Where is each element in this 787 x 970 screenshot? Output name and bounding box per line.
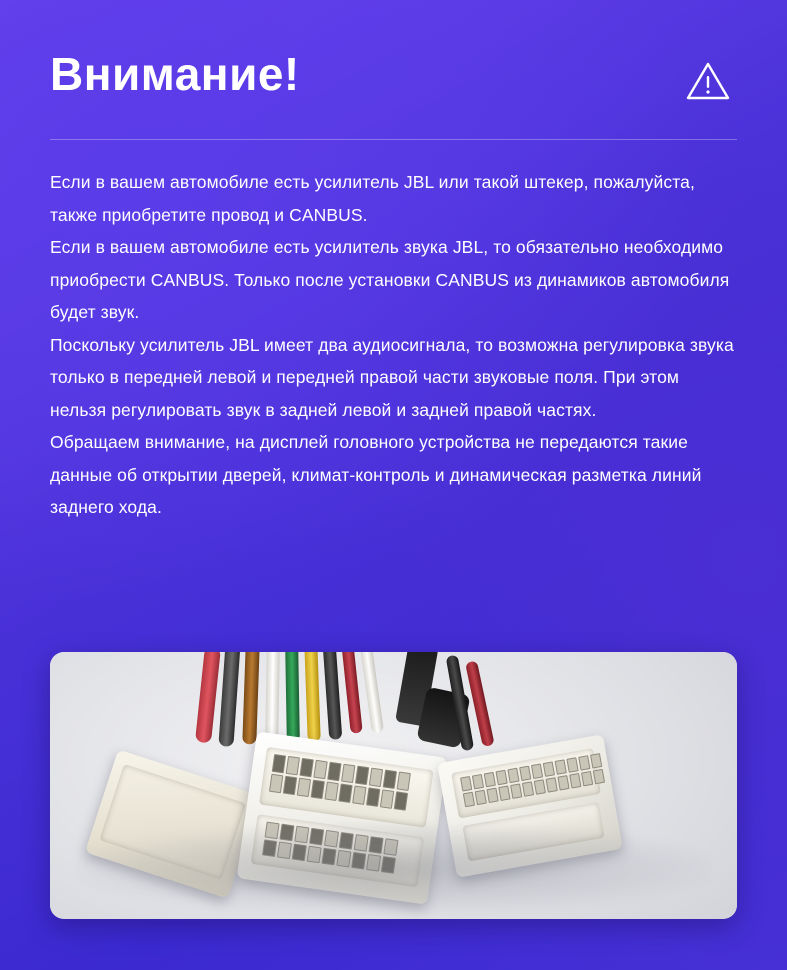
paragraph-2: Если в вашем автомобиле есть усилитель звука JBL, то обязательно необходимо приобрести CANBUS. Только после установки CANBUS из динамиков автомобиля будет звук. [50,237,730,323]
photo-shadow [77,823,709,914]
body-text [50,166,737,524]
warning-triangle-icon [685,60,731,107]
paragraph-1: Если в вашем автомобиле есть усилитель JBL или такой штекер, пожалуйста, также приобретите провод и CANBUS. [50,172,695,225]
divider [50,139,737,140]
page-title: Внимание! [50,48,300,100]
paragraph-4: Обращаем внимание, на дисплей головного устройства не передаются такие данные об открытии дверей, климат-контроль и динамическая разметка линий заднего хода. [50,432,702,518]
paragraph-3: Поскольку усилитель JBL имеет два аудиосигнала, то возможна регулировка звука только в передней левой и передней правой части звуковые поля. При этом нельзя регулировать звук в задней левой и задней правой частях. [50,334,734,420]
photo-image [50,652,737,919]
jbl-connector-photo [50,652,737,919]
header [50,44,737,107]
